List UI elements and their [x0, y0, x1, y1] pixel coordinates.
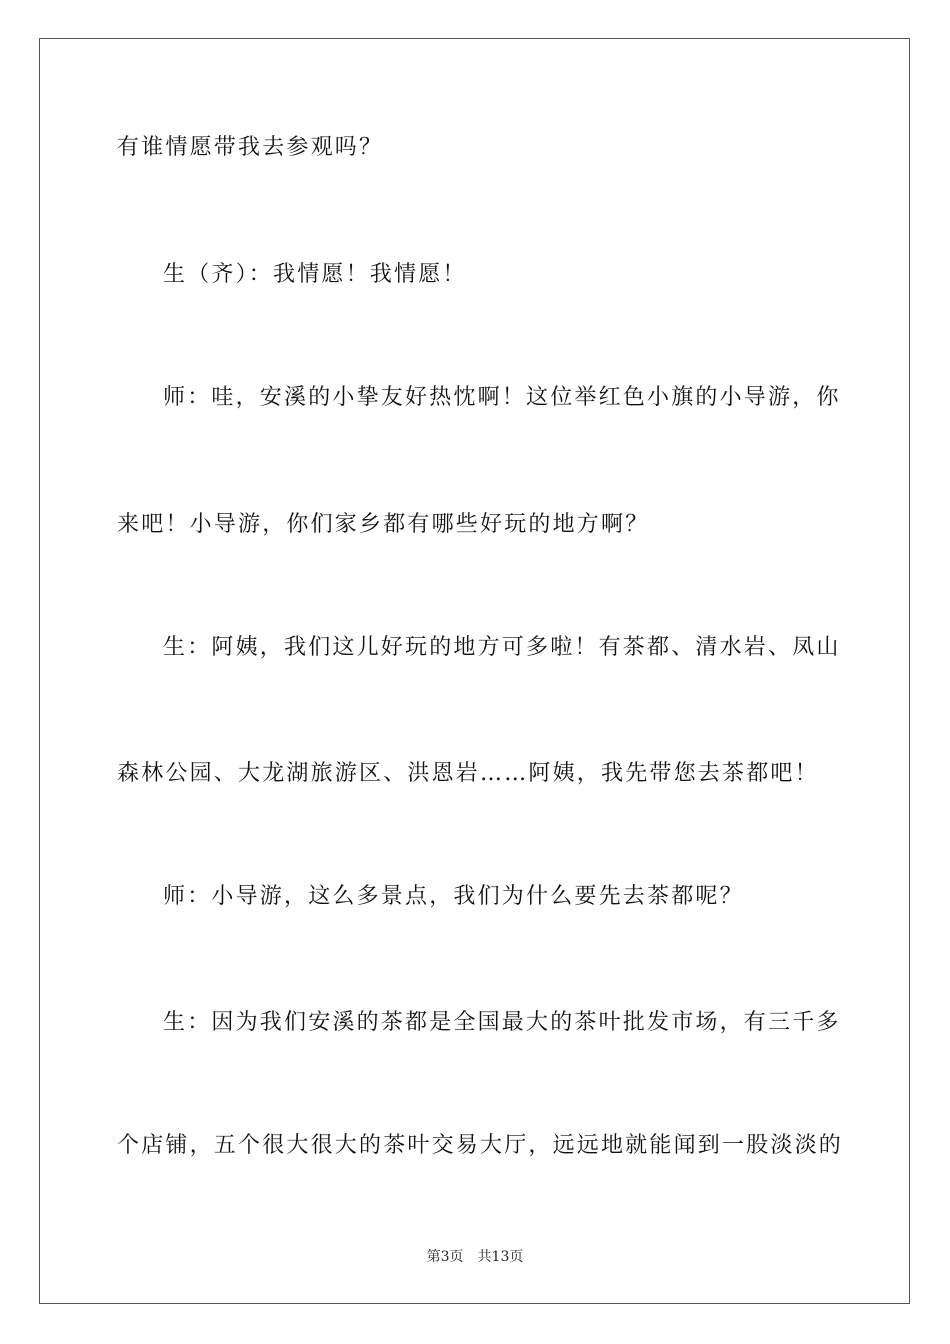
- text-line: 师：哇，安溪的小挚友好热忱啊！这位举红色小旗的小导游，你: [163, 385, 841, 410]
- text-line: 生：因为我们安溪的茶都是全国最大的茶叶批发市场，有三千多: [163, 1010, 841, 1035]
- text-line: 森林公园、大龙湖旅游区、洪恩岩……阿姨，我先带您去茶都吧！: [117, 761, 819, 786]
- text-line: 有谁情愿带我去参观吗？: [117, 135, 384, 160]
- total-pages: 共13页: [477, 1249, 524, 1265]
- text-line: 生（齐）：我情愿！我情愿！: [163, 262, 467, 287]
- page-border: [39, 38, 910, 1304]
- text-line: 师：小导游，这么多景点，我们为什么要先去茶都呢？: [163, 884, 744, 909]
- text-line: 来吧！小导游，你们家乡都有哪些好玩的地方啊？: [117, 512, 650, 537]
- page-footer: [0, 1248, 950, 1266]
- text-line: 生：阿姨，我们这儿好玩的地方可多啦！有茶都、清水岩、凤山: [163, 635, 841, 660]
- text-line: 个店铺，五个很大很大的茶叶交易大厅，远远地就能闻到一股淡淡的: [117, 1133, 844, 1158]
- page-number: 第3页: [426, 1249, 464, 1265]
